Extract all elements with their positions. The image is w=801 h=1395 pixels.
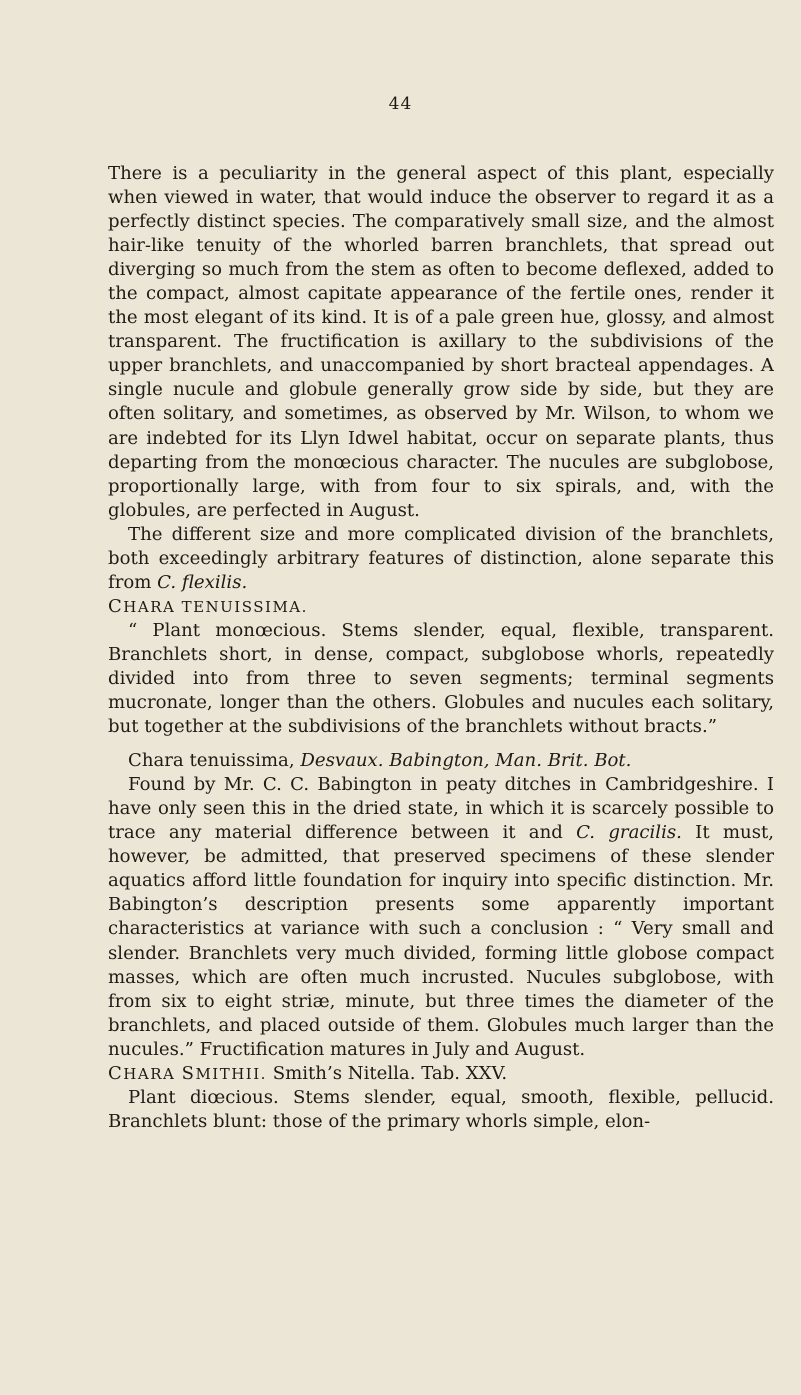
heading-rest-hara: HARA <box>123 1064 182 1083</box>
synonymy-authorities: Desvaux. Babington, Man. Brit. Bot. <box>300 750 632 772</box>
paragraph-found-text-a: Found by Mr. C. C. Babington in peaty ditches in Cambridgeshire. I have only seen this in the dried state, in which it is scarcely possible to trace any material difference between it and <box>108 774 774 844</box>
paragraph-distinction-text: The different size and more complicated division of the branchlets, both exceedingly arbitrary features of distinction, alone separate this from <box>108 523 774 593</box>
heading-smithii-name <box>108 1062 267 1084</box>
paragraph-found <box>108 773 774 1062</box>
section-heading-smithii <box>108 1062 774 1086</box>
heading-initial: C <box>108 595 124 617</box>
paragraph-description-quote: “ Plant monœcious. Stems slender, equal, flexible, transparent. Branchlets short, in dense, compact, subglobose whorls, repeatedly divided into from three to seven segments; terminal segments mucronate, longer than the others. Globules and nucules each solitary, but together at the subdivisions of the branchlets without bracts.” <box>108 619 774 738</box>
paragraph-smithii-description: Plant diœcious. Stems slender, equal, smooth, flexible, pellucid. Branchlets blunt: those of the primary whorls simple, elon- <box>108 1086 774 1132</box>
paragraph-distinction <box>108 523 774 595</box>
paragraph-found-text-b: It must, however, be admitted, that preserved specimens of these slender aquatics afford little foundation for inquiry into specific distinction. Mr. Babington’s description presents some apparently important characteristics at variance with such a conclusion : “ Very small and slender. Branchlets very much divided, forming little globose compact masses, which are often much incrusted. Nucules subglobose, with from six to eight striæ, minute, but three times the diameter of the branchlets, and placed outside of them. Globules much larger than the nucules.” Fructification matures in July and August. <box>108 822 775 1060</box>
species-reference: C. flexilis. <box>157 571 248 593</box>
heading-common-name: Smith’s Nitella. <box>266 1062 422 1084</box>
text-column <box>108 162 774 1134</box>
page-number: 44 <box>388 94 413 114</box>
heading-initial-c: C <box>108 1062 124 1084</box>
heading-rest: HARA TENUISSIMA. <box>123 597 308 616</box>
paragraph-aspect: There is a peculiarity in the general aspect of this plant, especially when viewed in water, that would induce the observer to regard it as a perfectly distinct species. The comparatively small size, and the almost hair-like tenuity of the whorled barren branchlets, that spread out diverging so much from the stem as often to become deflexed, added to the compact, almost capitate appearance of the fertile ones, render it the most elegant of its kind. It is of a pale green hue, glossy, and almost transparent. The fructification is axillary to the subdivisions of the upper branchlets, and unaccompanied by short bracteal appendages. A single nucule and globule generally grow side by side, but they are often solitary, and sometimes, as observed by Mr. Wilson, to whom we are indebted for its Llyn Idwel habitat, occur on separate plants, thus departing from the monœcious character. The nucules are subglobose, proportionally large, with from four to six spirals, and, with the globules, are perfected in August. <box>108 163 774 521</box>
heading-initial-s: S <box>181 1062 196 1084</box>
section-heading-tenuissima <box>108 595 774 619</box>
species-reference-gracilis: C. gracilis. <box>576 822 682 844</box>
heading-plate-ref: Tab. XXV. <box>421 1062 508 1084</box>
paragraph-synonymy <box>108 749 774 773</box>
synonymy-name: Chara tenuissima, <box>128 750 301 772</box>
heading-rest-mithii: MITHII. <box>195 1064 267 1083</box>
